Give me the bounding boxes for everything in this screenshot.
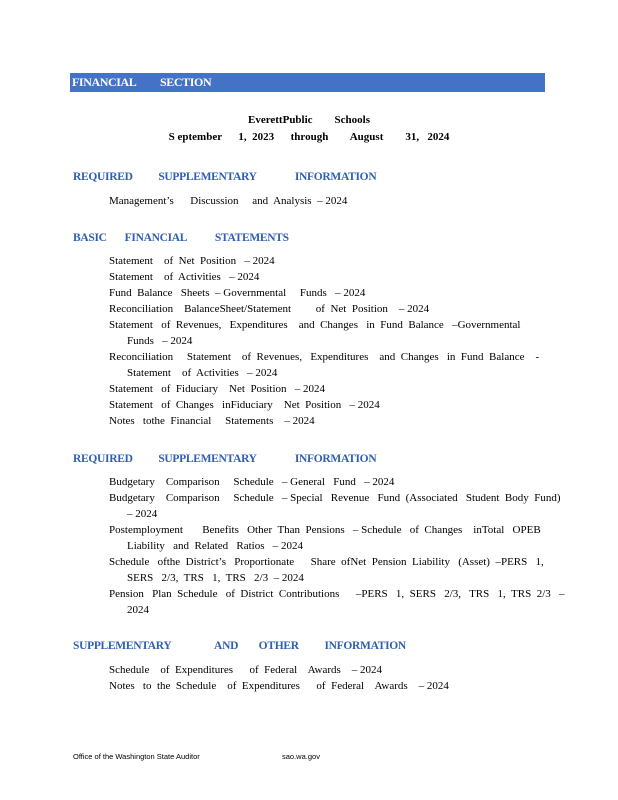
section-title-basic-statements: BASIC FINANCIAL STATEMENTS (73, 232, 289, 244)
org-name: EverettPublic Schools (247, 114, 370, 126)
toc-entry[interactable]: Schedule ofthe District’s Proportionate Share ofNet Pension Liability (Asset) –PERS 1, (109, 556, 544, 568)
toc-entry[interactable]: Management’s Discussion and Analysis – 2024 (109, 195, 348, 207)
toc-entry[interactable]: Pension Plan Schedule of District Contributions –PERS 1, SERS 2/3, TRS 1, TRS 2/3 – (109, 588, 565, 600)
toc-entry-continuation[interactable]: Statement of Activities – 2024 (127, 367, 278, 379)
toc-entry-continuation[interactable]: 2024 (127, 604, 149, 616)
toc-entry[interactable]: Statement of Net Position – 2024 (109, 255, 275, 267)
report-period: S eptember 1, 2023 through August 31, 2024 (168, 131, 450, 143)
toc-entry[interactable]: Notes to the Schedule of Expenditures of Federal Awards – 2024 (109, 680, 449, 692)
toc-entry[interactable]: Reconciliation BalanceSheet/Statement of Net Position – 2024 (109, 303, 430, 315)
footer-auditor: Office of the Washington State Auditor (73, 752, 200, 761)
toc-entry[interactable]: Schedule of Expenditures of Federal Awards – 2024 (109, 664, 383, 676)
toc-entry[interactable]: Budgetary Comparison Schedule – Special Revenue Fund (Associated Student Body Fund) (109, 492, 561, 504)
section-banner (70, 73, 545, 92)
toc-entry[interactable]: Statement of Fiduciary Net Position – 2024 (109, 383, 326, 395)
toc-entry-continuation[interactable]: SERS 2/3, TRS 1, TRS 2/3 – 2024 (127, 572, 304, 584)
section-title-rsi-1: REQUIRED SUPPLEMENTARY INFORMATION (73, 171, 377, 183)
toc-entry[interactable]: Postemployment Benefits Other Than Pensions – Schedule of Changes inTotal OPEB (109, 524, 541, 536)
section-title-supplementary-other: SUPPLEMENTARY AND OTHER INFORMATION (73, 640, 406, 652)
toc-entry[interactable]: Fund Balance Sheets – Governmental Funds – 2024 (109, 287, 366, 299)
toc-entry[interactable]: Statement of Revenues, Expenditures and Changes in Fund Balance –Governmental (109, 319, 521, 331)
toc-entry-continuation[interactable]: Funds – 2024 (127, 335, 193, 347)
banner-word-financial: FINANCIAL (72, 75, 137, 89)
toc-entry[interactable]: Statement of Changes inFiduciary Net Position – 2024 (109, 399, 380, 411)
toc-entry[interactable]: Reconciliation Statement of Revenues, Expenditures and Changes in Fund Balance - (109, 351, 540, 363)
toc-entry[interactable]: Notes tothe Financial Statements – 2024 (109, 415, 315, 427)
section-title-rsi-2: REQUIRED SUPPLEMENTARY INFORMATION (73, 453, 377, 465)
toc-entry[interactable]: Budgetary Comparison Schedule – General Fund – 2024 (109, 476, 395, 488)
toc-entry-continuation[interactable]: Liability and Related Ratios – 2024 (127, 540, 303, 552)
toc-entry[interactable]: Statement of Activities – 2024 (109, 271, 260, 283)
toc-entry-continuation[interactable]: – 2024 (127, 508, 158, 520)
banner-word-section: SECTION (160, 75, 212, 89)
footer-website[interactable]: sao.wa.gov (282, 752, 320, 761)
